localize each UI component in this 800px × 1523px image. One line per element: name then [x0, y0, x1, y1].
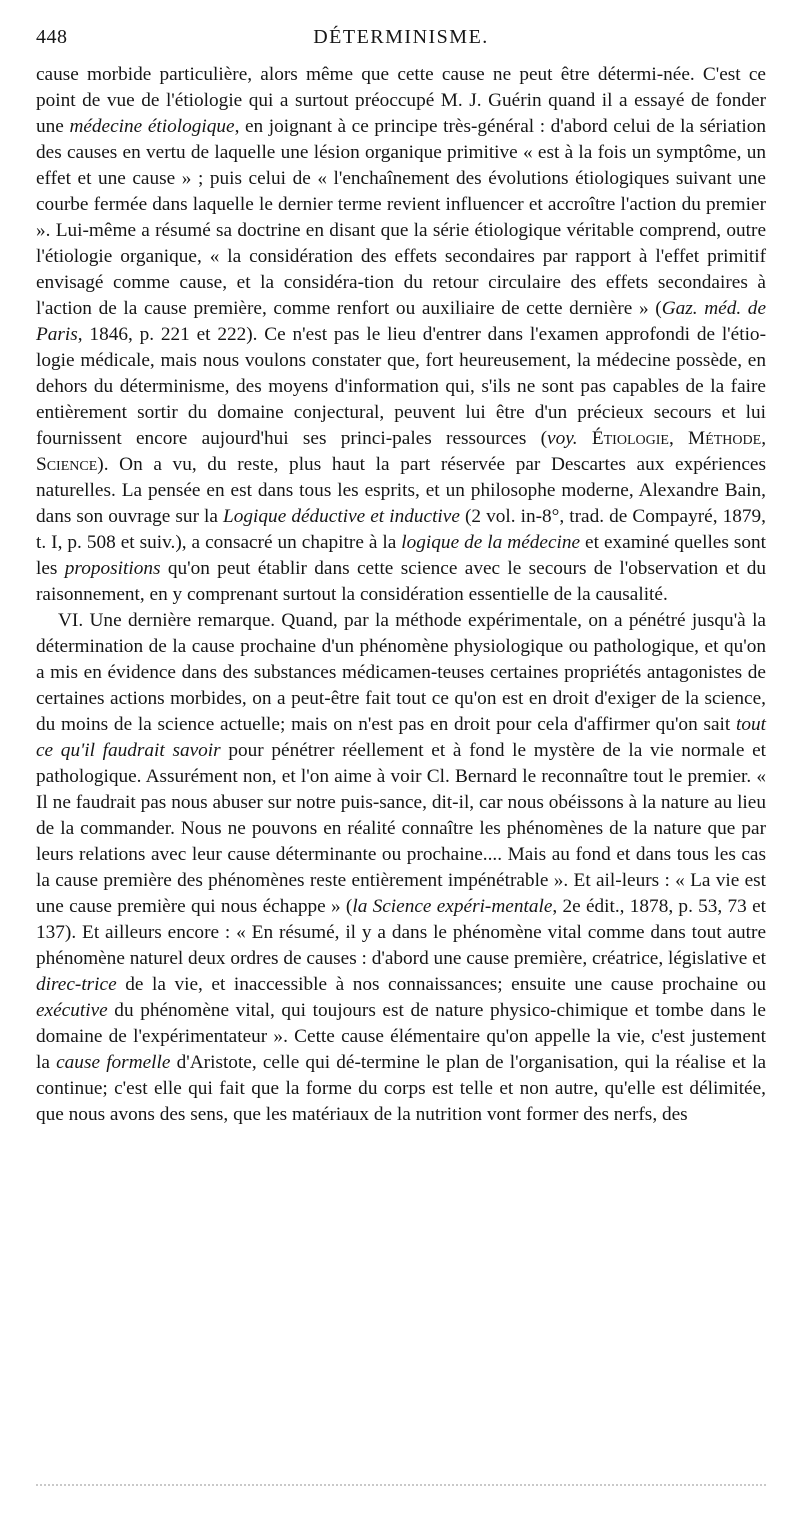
italic-run: voy.	[547, 428, 578, 449]
italic-run: exécutive	[36, 1000, 108, 1021]
book-title-italic: la Science expéri-mentale	[352, 896, 553, 917]
paragraph-1	[36, 62, 766, 608]
text-run	[578, 428, 592, 449]
document-page	[36, 22, 766, 1128]
text-run: d'Aristote, celle qui dé-termine le plan de l'organisation, qui la réalise et la continue; c'est elle qui fait que la forme du corps est telle et non autre, qu'elle est délimitée, que nous avons des sens, que les matériaux de la nutrition vont former des nerfs, des	[36, 1052, 766, 1125]
text-run: ,	[668, 428, 689, 449]
text-run: et examiné quelles sont les	[36, 532, 766, 579]
text-run: cause morbide particulière, alors même que cette cause ne peut être détermi-née. C'est ce point de vue de l'étiologie qui a surtout préoccupé M. J. Guérin quand il a essayé de fonder une	[36, 64, 766, 137]
citation-italic: Gaz. méd. de Paris	[36, 298, 767, 345]
italic-run: tout ce qu'il faudrait savoir	[36, 714, 766, 761]
text-run: pour pénétrer réellement et à fond le mystère de la vie normale et pathologique. Assurément non, et l'on aime à voir Cl. Bernard le reconnaître tout le premier. « Il ne faudrait pas nous abuser sur notre puis-sance, dit-il, car nous obéissons à la nature au lieu de la commander. Nous ne pouvons en réalité connaître les phénomènes de la nature que par leurs relations avec leur cause déterminante ou prochaine.... Mais au fond et dans tous les cas la cause première des phénomènes reste entièrement impénétrable ». Et ail-leurs : « La vie est une cause première qui nous échappe » (	[36, 740, 766, 917]
text-run: , 1846, p. 221 et 222). Ce n'est pas le lieu d'entrer dans l'examen approfondi de l'étio-logie médicale, mais nous voulons constater que, fort heureusement, la médecine possède, en dehors du déterminisme, des moyens d'information qui, s'ils ne sont pas capables de la faire entièrement sortir du domaine conjectural, peuvent lui être d'un précieux secours et lui fournissent encore aujourd'hui ses princi-pales ressources (	[36, 324, 766, 449]
running-title: DÉTERMINISME.	[313, 26, 489, 48]
scan-artifact-line	[36, 1484, 766, 1489]
italic-run: direc-trice	[36, 974, 117, 995]
text-run: qu'on peut établir dans cette science avec le secours de l'observation et du raisonnement, en y comprenant surtout la considération essentielle de la causalité.	[36, 558, 766, 605]
cross-reference: Science	[36, 454, 98, 475]
book-title-italic: Logique déductive et inductive	[223, 506, 460, 527]
page-header	[36, 22, 766, 62]
cross-reference: Méthode	[688, 428, 762, 449]
italic-run: médecine étiologique	[69, 116, 235, 137]
text-run: ). On a vu, du reste, plus haut la part réservée par Descartes aux expériences naturelles. La pensée en est dans tous les esprits, et un philosophe moderne, Alexandre Bain, dans son ouvrage sur la	[36, 454, 766, 527]
italic-run: cause formelle	[56, 1052, 171, 1073]
paragraph-2	[36, 608, 766, 1128]
italic-run: logique de la médecine	[401, 532, 581, 553]
text-run: VI. Une dernière remarque. Quand, par la méthode expérimentale, on a pénétré jusqu'à la détermination de la cause prochaine d'un phénomène physiologique ou pathologique, et qu'on a mis en évidence dans des substances médicamen-teuses certaines propriétés antagonistes de certaines actions morbides, on a peut-être fait tout ce qu'on est en droit d'exiger de la science, du moins de la science actuelle; mais on n'est pas en droit pour cela d'affirmer qu'on sait	[36, 610, 766, 735]
text-run: (2 vol. in-8°, trad. de Compayré, 1879, t. I, p. 508 et suiv.), a consacré un chapitre à la	[36, 506, 766, 553]
text-run: du phénomène vital, qui toujours est de nature physico-chimique et tombe dans le domaine de l'expérimentateur ». Cette cause élémentaire qu'on appelle la vie, c'est justement la	[36, 1000, 766, 1073]
page-number: 448	[36, 26, 68, 48]
cross-reference: Étiologie	[591, 428, 669, 449]
text-run: , 2e édit., 1878, p. 53, 73 et 137). Et ailleurs encore : « En résumé, il y a dans le phénomène vital comme dans tout autre phénomène naturel deux ordres de causes : d'abord une cause première, créatrice, législative et	[36, 896, 766, 969]
body-text	[36, 62, 766, 1128]
text-run: , en joignant à ce principe très-général : d'abord celui de la sériation des causes en vertu de laquelle une lésion organique primitive « est à la fois un symptôme, un effet et une cause » ; puis celui de « l'enchaînement des évolutions étiologiques suivant une courbe fermée dans laquelle le dernier terme revient influencer et accroître l'action du premier ». Lui-même a résumé sa doctrine en disant que la série étiologique véritable comprend, outre l'étiologie organique, « la considération des effets secondaires par rapport à l'effet primitif envisagé comme cause, et la considéra-tion du retour circulaire des effets secondaires à l'action de la cause première, comme renfort ou auxiliaire de cette dernière » (	[36, 116, 766, 319]
text-run: ,	[761, 428, 767, 449]
italic-run: propositions	[64, 558, 161, 579]
text-run: de la vie, et inaccessible à nos connaissances; ensuite une cause prochaine ou	[116, 974, 766, 995]
